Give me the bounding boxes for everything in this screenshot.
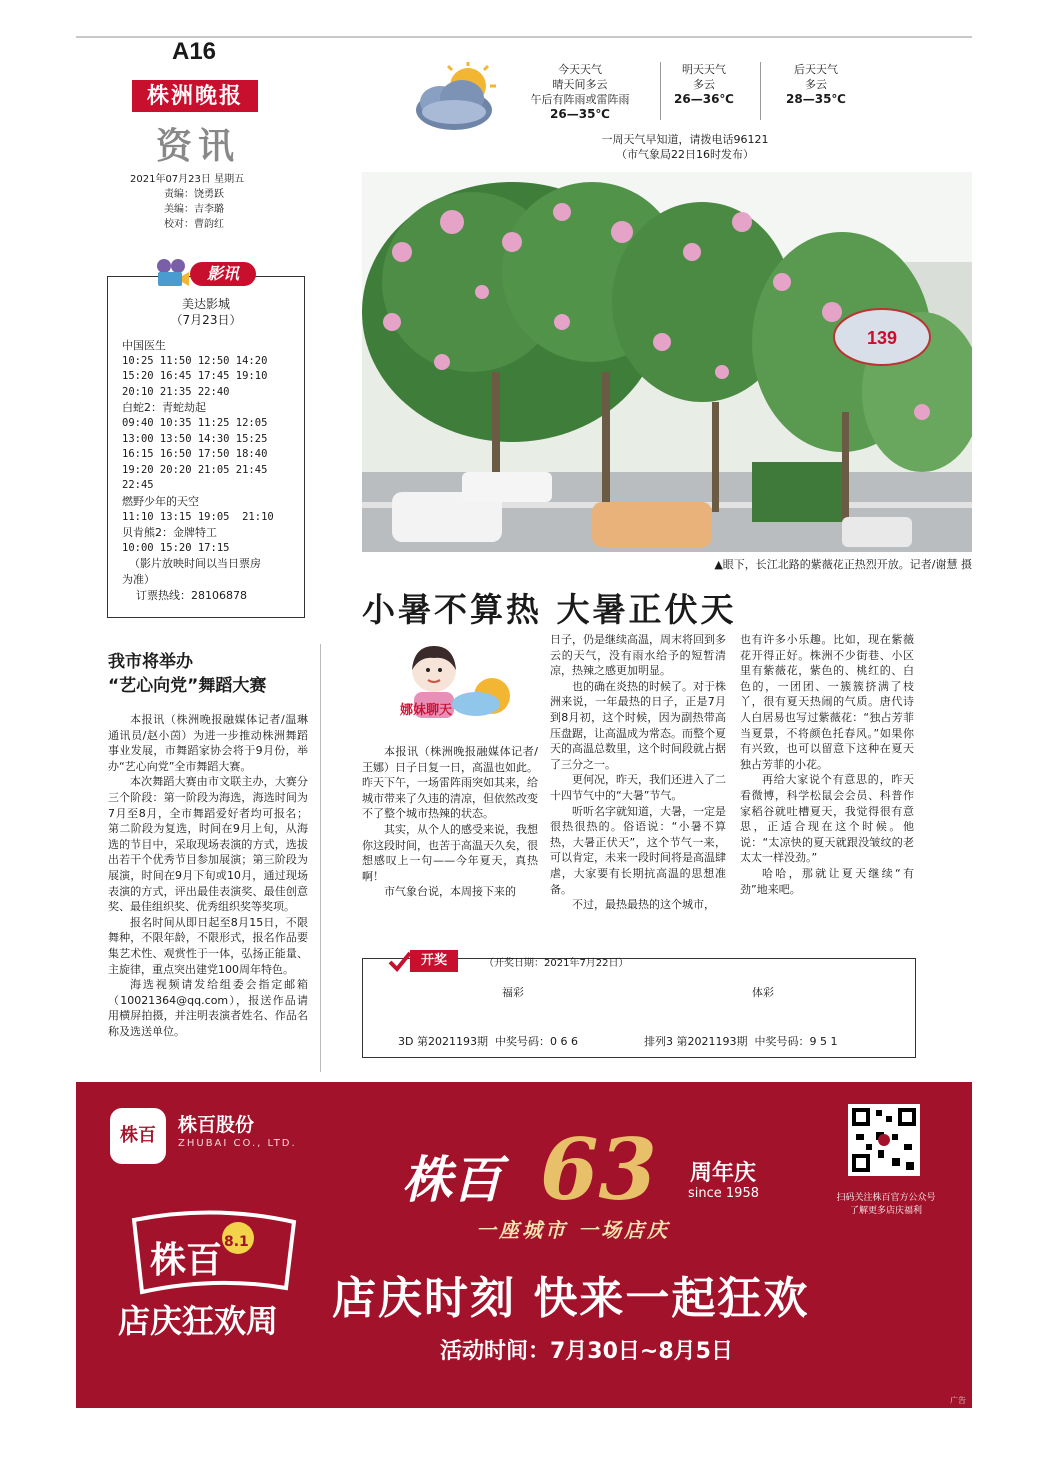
weather-today-temp: 26—35℃ xyxy=(550,107,610,121)
paragraph: 再给大家说个有意思的，昨天看微博，科学松鼠会会员、科普作家稻谷就吐槽夏天，我觉得很有意思，正适合现在这个时候。他说：“太凉快的夏天就跟没皱纹的老太太一样没劲。” xyxy=(740,773,914,865)
paragraph: 其实，从个人的感受来说，我想你这段时间，也苦于高温天久矣，很想感叹上一句——今年夏天，真热啊！ xyxy=(362,822,538,883)
weather-tomorrow-temp: 26—36℃ xyxy=(674,92,734,106)
zhubai-logo: 株百 xyxy=(110,1108,166,1164)
qr-code-icon xyxy=(848,1104,920,1176)
weather-after xyxy=(774,62,858,107)
weather-divider xyxy=(760,62,761,120)
movie-showtime-row: 09:40 10:35 11:25 12:05 xyxy=(122,416,268,429)
dance-contest-body xyxy=(108,712,308,1039)
week-title-1: 株百 xyxy=(150,1240,223,1281)
ad-company-name: 株百股份 xyxy=(178,1114,255,1136)
paragraph: 报名时间从即日起至8月15日，不限舞种，不限年龄，不限形式，报名作品要集艺术性、观赏性于一体，弘扬正能量、主旋律，重点突出建党100周年特色。 xyxy=(108,915,308,976)
check-mark-icon xyxy=(388,950,412,972)
weather-after-temp: 28—35℃ xyxy=(786,92,846,106)
headline-line-2: “艺心向党”舞蹈大赛 xyxy=(108,676,267,696)
section-title: 资讯 xyxy=(156,125,241,167)
photo-caption: ▲眼下，长江北路的紫薇花正热烈开放。记者/谢慧 摄 xyxy=(714,558,972,571)
movie-title: 燃野少年的天空 xyxy=(122,494,199,508)
weather-divider xyxy=(660,62,661,120)
column-logo-text: 娜妹聊天 xyxy=(400,703,453,718)
movie-title: 白蛇2：青蛇劫起 xyxy=(122,401,206,415)
week-badge-text: 8.1 xyxy=(224,1234,249,1250)
paragraph: 本报讯（株洲晚报融媒体记者/温琳 通讯员/赵小茵）为进一步推动株洲舞蹈事业发展，市舞蹈家协会将于9月份，举办“艺心向党”全市舞蹈大赛。 xyxy=(108,713,308,773)
movie-title: 订票热线：28106878 xyxy=(122,588,247,602)
movie-showtime-row: 10:25 11:50 12:50 14:20 xyxy=(122,354,268,367)
movie-showtime-row: 20:10 21:35 22:40 xyxy=(122,385,230,398)
dance-contest-headline xyxy=(108,650,308,698)
qr-caption xyxy=(812,1192,960,1218)
weather-today-label: 今天天气 xyxy=(558,63,602,76)
columnist-avatar-logo xyxy=(396,640,516,724)
movie-showtime-row: 15:20 16:45 17:45 19:10 xyxy=(122,370,268,383)
paragraph: 更何况，昨天，我们还进入了二十四节气中的“大暑”节气。 xyxy=(550,773,726,802)
ad-brand: 株百 xyxy=(402,1150,502,1209)
ad-slogan: 店庆时刻 快来一起狂欢 xyxy=(332,1273,810,1324)
paragraph: 也有许多小乐趣。比如，现在紫薇花开得正好。株洲不少街巷、小区里有紫薇花，紫色的、桃红的、白色的，一团团、一簇簇挤满了枝丫，很有夏天热闹的气质。唐代诗人白居易也写过紫薇花：“独占芳菲当夏景，不将颜色托春风。”如果你有兴致，也可以留意下这种在夏天独占芳菲的小花。 xyxy=(740,633,914,771)
cinema-name: 美达影城 xyxy=(181,297,230,311)
weather-source: （市气象局22日16时发布） xyxy=(616,148,754,161)
page-number: A16 xyxy=(172,38,217,65)
movie-title: （影片放映时间以当日票房 xyxy=(122,557,261,571)
weather-after-label: 后天天气 xyxy=(794,63,838,76)
weather-tomorrow-desc: 多云 xyxy=(693,78,715,91)
welfare-lottery-title: 福彩 xyxy=(502,986,524,999)
cinema-info xyxy=(107,296,305,328)
weather-after-desc: 多云 xyxy=(805,78,827,91)
paragraph: 本次舞蹈大赛由市文联主办，大赛分三个阶段：第一阶段为海选，海选时间为7月至8月，全市舞蹈爱好者均可报名；第二阶段为复选，时间在9月上旬，从海选的节目中，采取现场表演的方式，选拔出若干个优秀节目参加展演；第三阶段为展演，时间在9月下旬或10月，通过现场表演的方式，评出最佳表演奖、最佳创意奖、最佳组织奖、优秀组织奖等奖项。 xyxy=(108,775,308,914)
movie-showtime-row: 13:00 13:50 14:30 15:25 xyxy=(122,432,268,445)
film-camera-icon xyxy=(154,258,190,288)
showtimes-list xyxy=(122,338,302,603)
paragraph: 日子，仍是继续高温，周末将回到多云的天气，没有雨水给予的短暂清凉，热辣之感更加明显。 xyxy=(550,633,726,678)
column-part-1 xyxy=(362,744,538,900)
paragraph: 也的确在炎热的时候了。对于株洲来说，一年最热的日子，正是7月到8月初，这个时候，因为副热带高压盘踞，让高温成为常态。而整个夏天的高温总数里，这个时间段就占据了三分之一。 xyxy=(550,679,726,771)
edition-info xyxy=(130,172,290,232)
date-line: 2021年07月23日 星期五 xyxy=(130,174,245,185)
proofreader-line: 校对：曹韵红 xyxy=(164,219,224,230)
week-title-2: 店庆狂欢周 xyxy=(118,1302,279,1340)
paragraph: 市气象台说，本周接下来的 xyxy=(384,885,516,899)
qr-caption-line-1: 扫码关注株百官方公众号 xyxy=(836,1193,936,1203)
weather-tomorrow-label: 明天天气 xyxy=(682,63,726,76)
weather-tomorrow xyxy=(664,62,744,107)
sign-text: 139 xyxy=(867,328,898,348)
lottery-tag xyxy=(388,950,480,972)
movie-tag xyxy=(150,258,258,288)
ad-company-english: ZHUBAI CO., LTD. xyxy=(178,1138,297,1149)
column-divider xyxy=(320,644,321,1072)
celebration-week-badge xyxy=(114,1210,314,1358)
main-headline: 小暑不算热 大暑正伏天 xyxy=(362,590,737,629)
ad-tagline: 一座城市 一场店庆 xyxy=(476,1218,670,1242)
ad-anniversary-text: 周年庆 xyxy=(690,1161,757,1186)
crape-myrtle-photo xyxy=(362,172,972,552)
zhubai-advertisement xyxy=(76,1082,972,1408)
paragraph: 海选视频请发给组委会指定邮箱（10021364@qq.com），报送作品请用横屏拍摄，并注明表演者姓名、作品名称及选送单位。 xyxy=(108,978,308,1038)
movie-tag-label: 影讯 xyxy=(190,262,256,286)
movie-showtime-row: 19:20 20:20 21:05 21:45 xyxy=(122,463,268,476)
designer-line: 美编：吉李璐 xyxy=(164,204,224,215)
weather-hotline: 一周天气早知道，请拨电话96121 xyxy=(601,133,769,146)
lottery-row: 3D 第2021193期 中奖号码：0 6 6 xyxy=(398,1035,578,1048)
newspaper-masthead: 株洲晚报 xyxy=(132,80,258,112)
sports-lottery-title: 体彩 xyxy=(752,986,774,999)
editor-line: 责编：饶勇跃 xyxy=(164,189,224,200)
lottery-date: （开奖日期：2021年7月22日） xyxy=(484,958,629,969)
headline-line-1: 我市将举办 xyxy=(108,652,193,672)
weather-today xyxy=(510,62,650,122)
movie-showtime-row: 11:10 13:15 19:05 21:10 xyxy=(122,510,274,523)
weather-today-desc1: 晴天间多云 xyxy=(552,78,608,91)
weather-note xyxy=(560,132,810,162)
ad-anniversary-number: 63 xyxy=(540,1120,657,1219)
lottery-tag-label: 开奖 xyxy=(410,950,458,972)
paragraph: 哈哈，那就让夏天继续“有劲”地来吧。 xyxy=(740,866,914,896)
ad-period: 活动时间：7月30日~8月5日 xyxy=(440,1339,733,1364)
movie-showtime-row: 10:00 15:20 17:15 xyxy=(122,541,230,554)
movie-title: 贝肯熊2：金牌特工 xyxy=(122,526,217,540)
column-part-2 xyxy=(550,632,726,913)
paragraph: 本报讯（株洲晚报融媒体记者/王娜）日子日复一日，高温也如此。昨天下午，一场雷阵雨突如其来，给城市带来了久违的清凉，但依然改变不了整个城市热辣的状态。 xyxy=(362,745,538,821)
movie-showtime-row: 16:15 16:50 17:50 18:40 xyxy=(122,448,268,461)
ad-label: 广告 xyxy=(950,1396,966,1405)
qr-caption-line-2: 了解更多店庆福利 xyxy=(849,1206,922,1216)
paragraph: 听听名字就知道，大暑，一定是很热很热的。俗语说：“小暑不算热，大暑正伏天”，这个节气一来，可以肯定，未来一段时间将是高温肆虐，大家要有长期抗高温的思想准备。 xyxy=(550,804,726,896)
ad-since: since 1958 xyxy=(688,1186,759,1201)
paragraph: 不过，最热最热的这个城市， xyxy=(572,898,715,912)
column-part-3 xyxy=(740,632,914,897)
movie-showtime-row: 22:45 xyxy=(122,479,154,492)
cloud-sun-icon xyxy=(410,62,502,134)
cinema-date: （7月23日） xyxy=(170,313,242,327)
movie-title: 中国医生 xyxy=(122,339,166,352)
weather-today-desc2: 午后有阵雨或雷阵雨 xyxy=(530,93,630,106)
movie-title: 为准） xyxy=(122,572,155,586)
lottery-row: 排列3 第2021193期 中奖号码：9 5 1 xyxy=(644,1035,838,1048)
